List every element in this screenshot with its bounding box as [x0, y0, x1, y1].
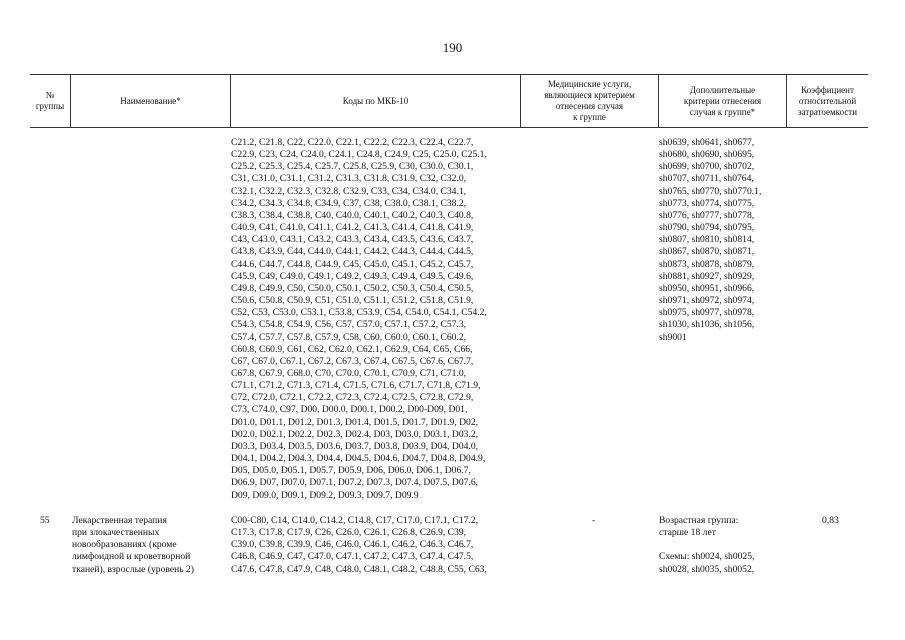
- row-55-icd-codes: [231, 515, 487, 576]
- icd-code-line: C49.8, C49.9, C50, C50.0, C50.1, C50.2, C50.3, C50.4, C50.5,: [231, 282, 474, 294]
- criteria-line: sh0950, sh0951, sh0966,: [659, 282, 755, 294]
- icd-code-line: C67.8, C67.9, C68.0, C70, C70.0, C70.1, C70.9, C71, C71.0,: [231, 367, 467, 379]
- icd-code-line: C17.3, C17.8, C17.9, C26, C26.0, C26.1, C26.8, C26.9, C39,: [231, 527, 467, 539]
- icd-code-line: C67, C67.0, C67.1, C67.2, C67.3, C67.4, C67.5, C67.6, C67.7,: [231, 355, 474, 367]
- criteria-line: sh0776, sh0777, sh0778,: [659, 209, 755, 221]
- criteria-line: [659, 539, 754, 551]
- icd-code-line: C71.1, C71.2, C71.3, C71.4, C71.5, C71.6, C71.7, C71.8, C71.9,: [231, 380, 481, 392]
- criteria-line: sh0680, sh0690, sh0695,: [659, 149, 755, 161]
- icd-code-line: C40.9, C41, C41.0, C41.1, C41.2, C41.3, C41.4, C41.8, C41.9,: [231, 222, 474, 234]
- icd-code-line: D02.0, D02.1, D02.2, D02.3, D02.4, D03, D03.0, D03.1, D03.2,: [231, 428, 479, 440]
- name-line: при злокачественных: [72, 527, 160, 539]
- row-55-coefficient: 0,83: [822, 515, 839, 526]
- criteria-line: sh0028, sh0035, sh0052,: [659, 563, 755, 575]
- icd-code-line: C43.8, C43.9, C44, C44.0, C44.1, C44.2, C44.3, C44.4, C44.5,: [231, 246, 474, 258]
- criteria-line: sh0639, sh0641, sh0677,: [659, 137, 755, 148]
- name-line: новообразованиях (кроме: [72, 539, 177, 551]
- icd-code-line: C38.3, C38.4, C38.8, C40, C40.0, C40.1, C40.2, C40.3, C40.8,: [231, 209, 474, 221]
- icd-code-line: C54.3, C54.8, C54.9, C56, C57, C57.0, C57.1, C57.2, C57.3,: [231, 319, 467, 331]
- continuation-icd-codes: [231, 137, 487, 502]
- header-coefficient: Коэффициент относительной затратоемкости: [786, 75, 868, 127]
- icd-code-line: C60.8, C60.9, C61, C62, C62.0, C62.1, C62.9, C64, C65, C66,: [231, 343, 473, 355]
- icd-code-line: C73, C74.0, C97, D00, D00.0, D00.1, D00.2, D00-D09, D01,: [231, 404, 468, 416]
- criteria-line: sh0807, sh0810, sh0814,: [659, 234, 755, 246]
- criteria-line: sh0975, sh0977, sh0978,: [659, 307, 755, 319]
- criteria-line: sh1030, sh1036, sh1056,: [659, 319, 755, 331]
- name-line: лимфоидной и кроветворной: [72, 551, 191, 563]
- icd-code-line: C22.9, C23, C24, C24.0, C24.1, C24.8, C24.9, C25, C25.0, C25.1,: [231, 149, 487, 161]
- criteria-line: sh0971, sh0972, sh0974,: [659, 295, 755, 307]
- icd-code-line: C52, C53, C53.0, C53.1, C53.8, C53.9, C54, C54.0, C54.1, C54.2,: [231, 307, 487, 319]
- header-group-number: № группы: [35, 90, 65, 111]
- row-55-name: [72, 515, 194, 576]
- table-header: [30, 74, 868, 128]
- icd-code-line: D04.1, D04.2, D04.3, D04.4, D04.5, D04.6, D04.7, D04.8, D04.9,: [231, 453, 486, 465]
- criteria-line: sh0773, sh0774, sh0775,: [659, 197, 755, 209]
- icd-code-line: C39.0, C39.8, C39.9, C46, C46.0, C46.1, C46.2, C46.3, C46.7,: [231, 539, 474, 551]
- page-number: 190: [442, 40, 463, 55]
- icd-code-line: C45.9, C49, C49.0, C49.1, C49.2, C49.3, C49.4, C49.5, C49.6,: [231, 270, 474, 282]
- row-55-additional-criteria: [659, 515, 754, 576]
- icd-code-line: C25.2, C25.3, C25.4, C25.7, C25.8, C25.9, C30, C30.0, C30.1,: [231, 161, 474, 173]
- icd-code-line: C21.2, C21.8, C22, C22.0, C22.1, C22.2, C22.3, C22.4, C22.7,: [231, 137, 474, 148]
- criteria-line: sh0790, sh0794, sh0795,: [659, 222, 755, 234]
- icd-code-line: C47.6, C47.8, C47.9, C48, C48.0, C48.1, C48.2, C48.8, C55, C63,: [231, 563, 487, 575]
- criteria-line: sh0699, sh0700, sh0702,: [659, 161, 755, 173]
- name-line: Лекарственная терапия: [72, 515, 167, 526]
- icd-code-line: C34.2, C34.3, C34.8, C34.9, C37, C38, C38.0, C38.1, C38.2,: [231, 197, 467, 209]
- row-55-services: -: [592, 515, 596, 526]
- criteria-line: Схемы: sh0024, sh0025,: [659, 551, 755, 563]
- icd-code-line: D09, D09.0, D09.1, D09.2, D09.3, D09.7, D09.9: [231, 489, 419, 501]
- icd-code-line: D03.3, D03.4, D03.5, D03.6, D03.7, D03.8, D03.9, D04, D04.0,: [231, 440, 479, 452]
- icd-code-line: C32.1, C32.2, C32.3, C32.8, C32.9, C33, C34, C34.0, C34.1,: [231, 185, 467, 197]
- icd-code-line: D05, D05.0, D05.1, D05.7, D05.9, D06, D06.0, D06.1, D06.7,: [231, 465, 471, 477]
- continuation-additional-criteria: [659, 137, 761, 344]
- icd-code-line: C31, C31.0, C31.1, C31.2, C31.3, C31.8, C31.9, C32, C32.0,: [231, 173, 467, 185]
- icd-code-line: C50.6, C50.8, C50.9, C51, C51.0, C51.1, C51.2, C51.8, C51.9,: [231, 295, 474, 307]
- icd-code-line: C43, C43.0, C43.1, C43.2, C43.3, C43.4, C43.5, C43.6, C43.7,: [231, 234, 474, 246]
- criteria-line: sh0707, sh0711, sh0764,: [659, 173, 754, 185]
- icd-code-line: C72, C72.0, C72.1, C72.2, C72.3, C72.4, C72.5, C72.8, C72.9,: [231, 392, 474, 404]
- icd-code-line: C46.8, C46.9, C47, C47.0, C47.1, C47.2, C47.3, C47.4, C47.5,: [231, 551, 474, 563]
- icd-code-line: C44.6, C44.7, C44.8, C44.9, C45, C45.0, C45.1, C45.2, C45.7,: [231, 258, 474, 270]
- icd-code-line: D06.9, D07, D07.0, D07.1, D07.2, D07.3, D07.4, D07.5, D07.6,: [231, 477, 479, 489]
- criteria-line: sh0873, sh0878, sh0879,: [659, 258, 755, 270]
- row-55-number: 55: [40, 515, 50, 526]
- header-icd-codes: Коды по МКБ-10: [230, 75, 520, 127]
- criteria-line: Возрастная группа:: [659, 515, 739, 526]
- criteria-line: sh0765, sh0770, sh0770.1,: [659, 185, 762, 197]
- criteria-line: sh9001: [659, 331, 687, 343]
- criteria-line: старше 18 лет: [659, 527, 716, 539]
- icd-code-line: C00-C80, C14, C14.0, C14.2, C14.8, C17, C17.0, C17.1, C17.2,: [231, 515, 479, 526]
- icd-code-line: C57.4, C57.7, C57.8, C57.9, C58, C60, C60.0, C60.1, C60.2,: [231, 331, 467, 343]
- header-name: Наименование*: [70, 75, 230, 127]
- name-line: тканей), взрослые (уровень 2): [72, 563, 195, 575]
- criteria-line: sh0881, sh0927, sh0929,: [659, 270, 755, 282]
- header-additional-criteria: Дополнительные критерии отнесения случая к группе*: [658, 75, 786, 127]
- icd-code-line: D01.0, D01.1, D01.2, D01.3, D01.4, D01.5, D01.7, D01.9, D02,: [231, 416, 479, 428]
- header-medical-services: Медицинские услуги, являющиеся критерием отнесения случая к группе: [520, 75, 658, 127]
- criteria-line: sh0867, sh0870, sh0871,: [659, 246, 755, 258]
